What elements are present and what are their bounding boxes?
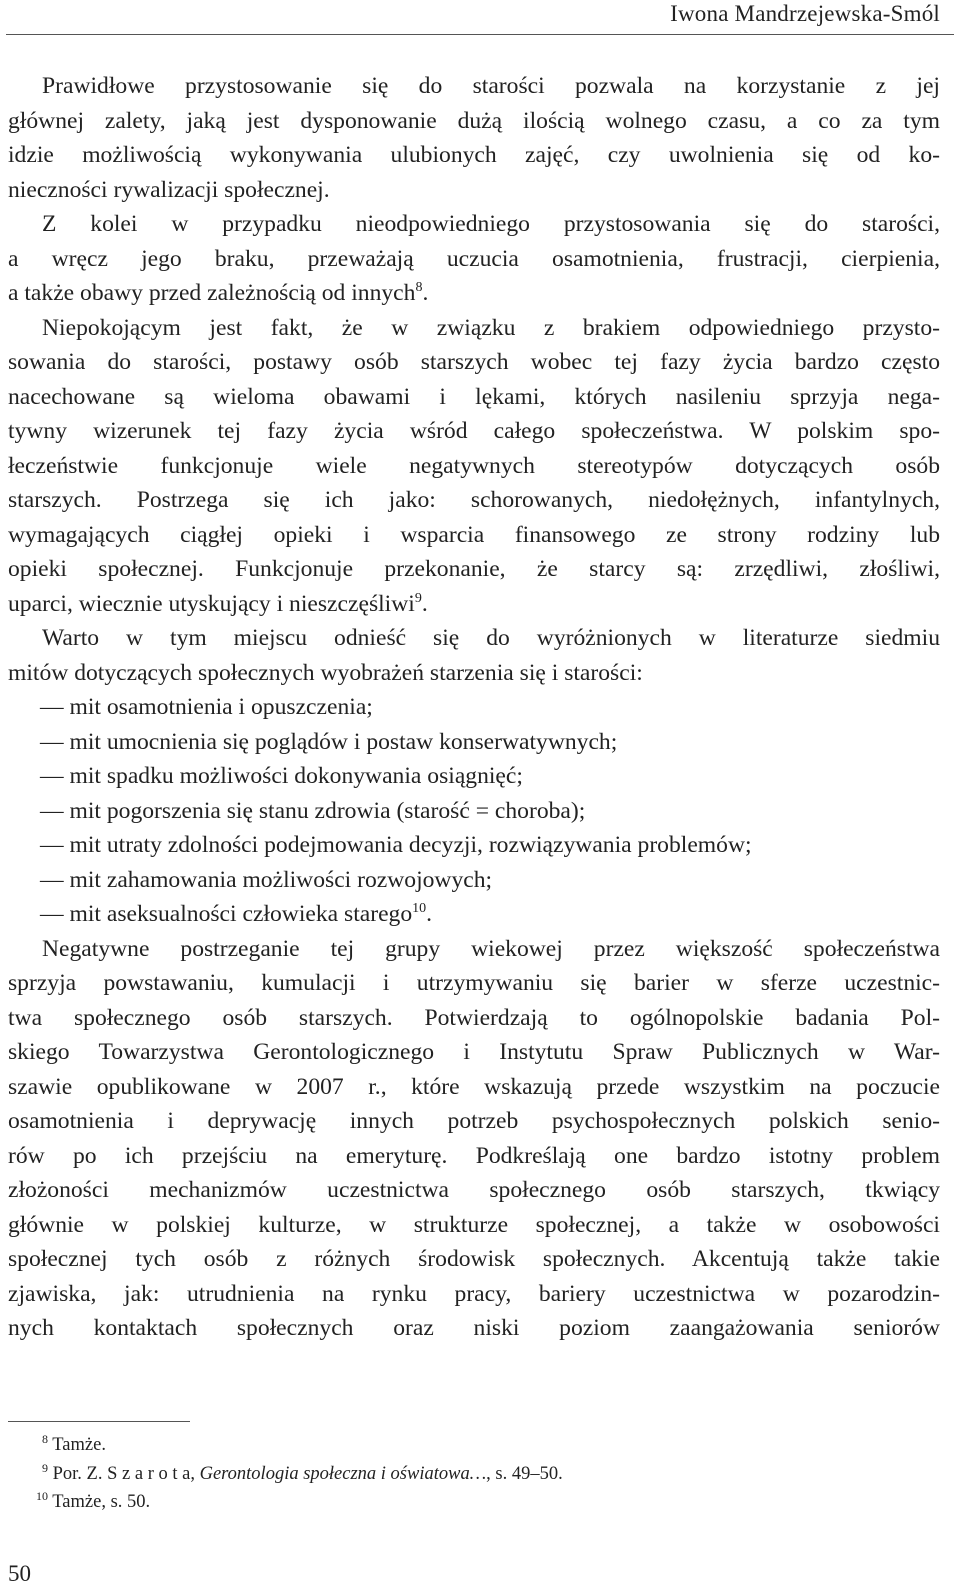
footnote-prefix: Por. Z. S z a r o t a, [52, 1463, 200, 1484]
line-punct: . [421, 590, 428, 617]
text-line [8, 138, 940, 173]
list-item [8, 897, 940, 932]
line-text: nacechowane są wieloma obawami i lękami, których nasileniu sprzyja nega- [8, 383, 940, 410]
text-line [8, 656, 940, 691]
footnote-number: 9 [42, 1460, 48, 1475]
text-line [8, 1104, 940, 1139]
text-line [8, 518, 940, 553]
line-text: rów po ich przejściu na emeryturę. Podkreślają one bardzo istotny problem [8, 1142, 940, 1169]
footnote [36, 1488, 563, 1517]
line-text: skiego Towarzystwa Gerontologicznego i Instytutu Spraw Publicznych w War- [8, 1039, 940, 1065]
line-text: społecznej tych osób z różnych środowisk społecznych. Akcentują także takie [8, 1246, 940, 1272]
line-text: złożoności mechanizmów uczestnictwa społecznego osób starszych, tkwiący [8, 1177, 940, 1203]
footnote-title: Gerontologia społeczna i oświatowa… [199, 1463, 487, 1484]
line-text: Niepokojącym jest fakt, że w związku z brakiem odpowiedniego przysto- [42, 314, 940, 341]
header-rule [6, 34, 954, 35]
line-text: łeczeństwie funkcjonuje wiele negatywnych stereotypów dotyczących osób [8, 452, 940, 479]
footnote [36, 1460, 563, 1489]
line-text: Z kolei w przypadku nieodpowiedniego przystosowania się do starości, [42, 211, 940, 237]
footnote-ref: 10 [412, 901, 427, 916]
text-line [8, 1277, 940, 1312]
line-text: głównie w polskiej kulturze, w strukturze społecznej, a także w osobowości [8, 1211, 940, 1238]
line-text: a wręcz jego braku, przeważają uczucia osamotnienia, frustracji, cierpienia, [8, 245, 940, 272]
line-text: a także obawy przed zależnością od innych [8, 280, 416, 306]
line-text: — mit umocnienia się poglądów i postaw konserwatywnych; [40, 728, 618, 755]
text-line [8, 345, 940, 380]
text-line [8, 1035, 940, 1070]
text-line [8, 1139, 940, 1174]
text-line [8, 1208, 940, 1243]
footnote [36, 1431, 563, 1460]
text-line [8, 1070, 940, 1105]
list-item [8, 863, 940, 898]
line-text: sowania do starości, postawy osób starszych wobec tej fazy życia bardzo często [8, 349, 940, 375]
line-text: mitów dotyczących społecznych wyobrażeń starzenia się i starości: [8, 659, 643, 686]
text-line [8, 380, 940, 415]
line-text: twa społecznego osób starszych. Potwierdzają to ogólnopolskie badania Pol- [8, 1004, 940, 1031]
line-text: Warto w tym miejscu odnieść się do wyróżnionych w literaturze siedmiu [42, 625, 940, 651]
list-item [8, 725, 940, 760]
page-number: 50 [8, 1561, 31, 1586]
line-text: — mit utraty zdolności podejmowania decyzji, rozwiązywania problemów; [40, 832, 752, 858]
text-line [8, 173, 940, 208]
body-text [8, 69, 940, 1346]
text-line [8, 414, 940, 449]
line-text: — mit pogorszenia się stanu zdrowia (starość = choroba); [40, 797, 586, 824]
text-line [8, 104, 940, 139]
footnote-ref: 8 [415, 280, 423, 295]
text-line [8, 552, 940, 587]
text-line [8, 1173, 940, 1208]
footnote-suffix: , s. 49–50. [486, 1463, 563, 1484]
text-line [8, 1311, 940, 1346]
list-item [8, 828, 940, 863]
footnote-ref: 9 [414, 590, 422, 606]
line-text: Negatywne postrzeganie tej grupy wiekowej przez większość społeczeństwa [42, 935, 940, 962]
line-text: Prawidłowe przystosowanie się do starości pozwala na korzystanie z jej [42, 73, 940, 99]
running-header-author: Iwona Mandrzejewska-Smól [670, 1, 940, 26]
line-text: sprzyja powstawaniu, kumulacji i utrzymywaniu się barier w sferze uczestnic- [8, 970, 940, 996]
line-text: wymagających ciągłej opieki i wsparcia finansowego ze strony rodziny lub [8, 521, 940, 548]
line-punct: . [426, 901, 433, 927]
text-line [8, 311, 940, 346]
text-line [8, 966, 940, 1001]
footnote-number: 8 [42, 1432, 48, 1446]
footnote-text: Tamże, s. 50. [52, 1492, 151, 1512]
line-text: nieczności rywalizacji społecznej. [8, 176, 330, 203]
line-text: starszych. Postrzega się ich jako: schorowanych, niedołężnych, infantylnych, [8, 487, 940, 513]
text-line [8, 1001, 940, 1036]
line-text: — mit osamotnienia i opuszczenia; [40, 694, 373, 720]
text-line [8, 932, 940, 967]
line-punct: . [422, 280, 429, 306]
line-text: głównej zalety, jaką jest dysponowanie dużą ilością wolnego czasu, a co za tym [8, 107, 940, 134]
line-text: opieki społecznej. Funkcjonuje przekonanie, że starcy są: zrzędliwi, złośliwi, [8, 556, 940, 582]
text-line [8, 621, 940, 656]
text-line [8, 449, 940, 484]
list-item [8, 794, 940, 829]
footnote-number: 10 [36, 1489, 48, 1503]
list-item [8, 759, 940, 794]
footnote-text: Tamże. [52, 1435, 106, 1455]
line-text: tywny wizerunek tej fazy życia wśród całego społeczeństwa. W polskim spo- [8, 418, 940, 444]
list-item [8, 690, 940, 725]
text-line [8, 483, 940, 518]
text-line [8, 1242, 940, 1277]
footnote-rule [8, 1421, 190, 1422]
line-text: osamotnienia i deprywację innych potrzeb psychospołecznych polskich senio- [8, 1108, 940, 1134]
line-text: idzie możliwością wykonywania ulubionych zajęć, czy uwolnienia się od ko- [8, 142, 940, 168]
line-text: — mit spadku możliwości dokonywania osiągnięć; [40, 763, 523, 789]
line-text: szawie opublikowane w 2007 r., które wskazują przede wszystkim na poczucie [8, 1073, 940, 1100]
line-text: nych kontaktach społecznych oraz niski poziom zaangażowania seniorów [8, 1315, 940, 1341]
line-text: zjawiska, jak: utrudnienia na rynku pracy, bariery uczestnictwa w pozarodzin- [8, 1280, 940, 1307]
text-line [8, 276, 940, 311]
text-line [8, 207, 940, 242]
line-text: uparci, wiecznie utyskujący i nieszczęśliwi [8, 590, 415, 617]
line-text: — mit zahamowania możliwości rozwojowych; [40, 866, 493, 893]
text-line [8, 587, 940, 622]
footnotes [36, 1431, 563, 1517]
text-line [8, 242, 940, 277]
line-text: — mit aseksualności człowieka starego [40, 901, 413, 927]
text-line [8, 69, 940, 104]
